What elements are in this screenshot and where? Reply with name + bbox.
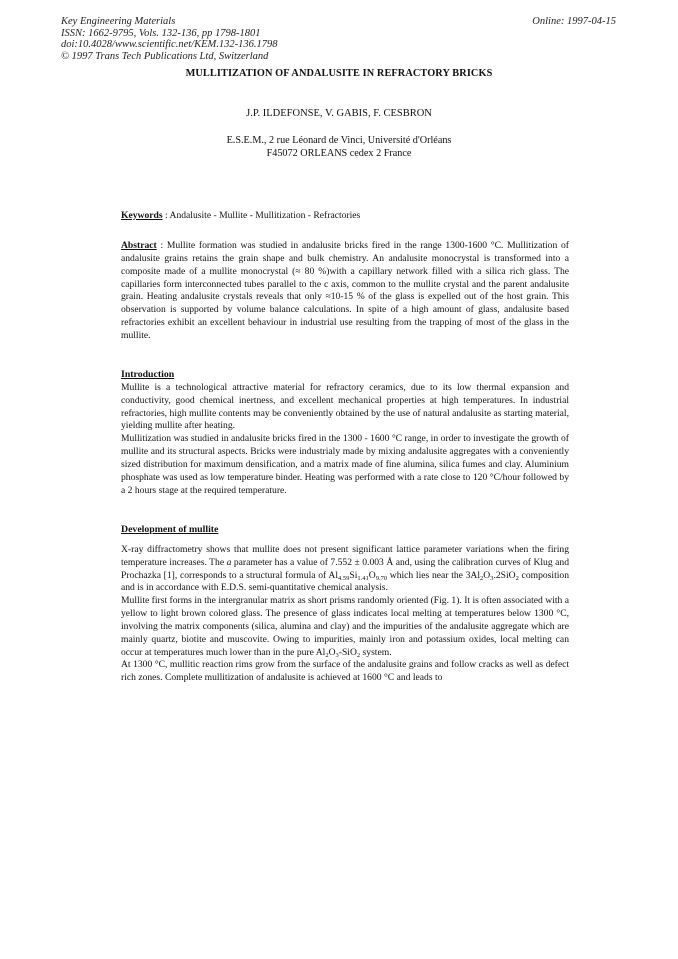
journal-header [61, 16, 278, 62]
development-heading: Development of mullite [121, 524, 219, 535]
introduction-paragraph-1: Mullite is a technological attractive material for refractory ceramics, due to its low thermal expansion and conductivity, good chemical inertness, and excellent mechanical properties at high temperatures. In industrial refractories, high mullite contents may be conveniently obtained by the use of natural andalusite as starting material, yielding mullite after heating. [121, 381, 569, 432]
affiliation-line-1: E.S.E.M., 2 rue Léonard de Vinci, Université d'Orléans [226, 135, 452, 146]
keywords-section [121, 210, 569, 223]
abstract-label: Abstract [121, 240, 157, 251]
issn-line: ISSN: 1662-9795, Vols. 132-136, pp 1798-1801 [61, 27, 261, 39]
abstract-text: Mullite formation was studied in andalusite bricks fired in the range 1300-1600 °C. Mullitization of andalusite grains retains the grain shape and bulk chemistry. An andalusite monocrystal is transformed into a composite made of a mullite monocrystal (≈ 80 %)with a capillary network filled with a silica rich glass. The capillaries form interconnected tubes parallel to the c axis, common to the mullite crystal and the parent andalusite grain. Heating andalusite crystals reveals that only ≈10-15 % of the glass is expelled out of the host grain. This observation is supported by volume balance calculations. In spite of a high amount of glass, andalusite based refractories exhibit an excellent behaviour in industrial use resulting from the trapping of most of the glass in the mullite. [121, 240, 570, 341]
paper-authors: J.P. ILDEFONSE, V. GABIS, F. CESBRON [246, 108, 432, 119]
development-section [121, 524, 569, 685]
keywords-label: Keywords [121, 210, 163, 221]
introduction-section [121, 369, 569, 497]
abstract-section [121, 240, 569, 343]
development-paragraph-1: X-ray diffractometry shows that mullite does not present significant lattice parameter variations when the firing temperature increases. The a parameter has a value of 7.552 ± 0.003 Å and, using the calibration curves of Klug and Prochazka [1], corresponds to a structural formula of $Al_{4.59}Si_{1.41}O_{9.70}$ which lies near the $3Al_2O_3.2SiO_2$ composition and is in accordance with E.D.S. semi-quantitative chemical analysis. [121, 543, 569, 594]
keywords-separator: : [162, 210, 170, 221]
development-paragraph-3: At 1300 °C, mullitic reaction rims grow from the surface of the andalusite grains and follow cracks as well as defect rich zones. Complete mullitization of andalusite is achieved at 1600 °C and leads to [121, 659, 569, 684]
keywords-text: Andalusite - Mullite - Mullitization - Refractories [169, 210, 361, 221]
affiliation-line-2: F45072 ORLEANS cedex 2 France [266, 148, 412, 159]
paper-title: MULLITIZATION OF ANDALUSITE IN REFRACTORY BRICKS [185, 68, 493, 79]
mullite-formula: $Al_{4.59}Si_{1.41}O_{9.70}$ [328, 569, 388, 582]
introduction-paragraph-2: Mullitization was studied in andalusite bricks fired in the 1300 - 1600 °C range, in order to investigate the growth of mullite and its structural aspects. Bricks were industrialy made by mixing andalusite aggregates with a conveniently sized distribution for maximum densification, and a matrix made of fine alumina, silica fumes and clay. Aluminium phosphate was used as low temperature binder. Heating was performed with a rate close to 120 °C/hour followed by a 2 hours stage at the required temperature. [121, 433, 569, 496]
development-paragraph-2: Mullite first forms in the intergranular matrix as short prisms randomly oriented (Fig. 1). It is often associated with a yellow to light brown colored glass. The presence of glass indicates local melting at temperatures below 1300 °C, involving the matrix components (silica, alumina and clay) and the impurities of the andalusite aggregate which are mainly quartz, biotite and muscovite. Owing to impurities, mainly iron and potassium oxides, local melting can occur at temperatures much lower than in the pure $Al_2O_3-SiO_2$ system. [121, 595, 569, 659]
abstract-separator: : [156, 240, 167, 251]
online-date: Online: 1997-04-15 [532, 16, 616, 27]
copyright-line: © 1997 Trans Tech Publications Ltd, Switzerland [61, 50, 269, 62]
introduction-heading: Introduction [121, 369, 175, 380]
journal-name: Key Engineering Materials [61, 16, 176, 27]
doi-line[interactable]: doi:10.4028/www.scientific.net/KEM.132-136.1798 [61, 39, 278, 50]
affiliation [0, 134, 678, 160]
